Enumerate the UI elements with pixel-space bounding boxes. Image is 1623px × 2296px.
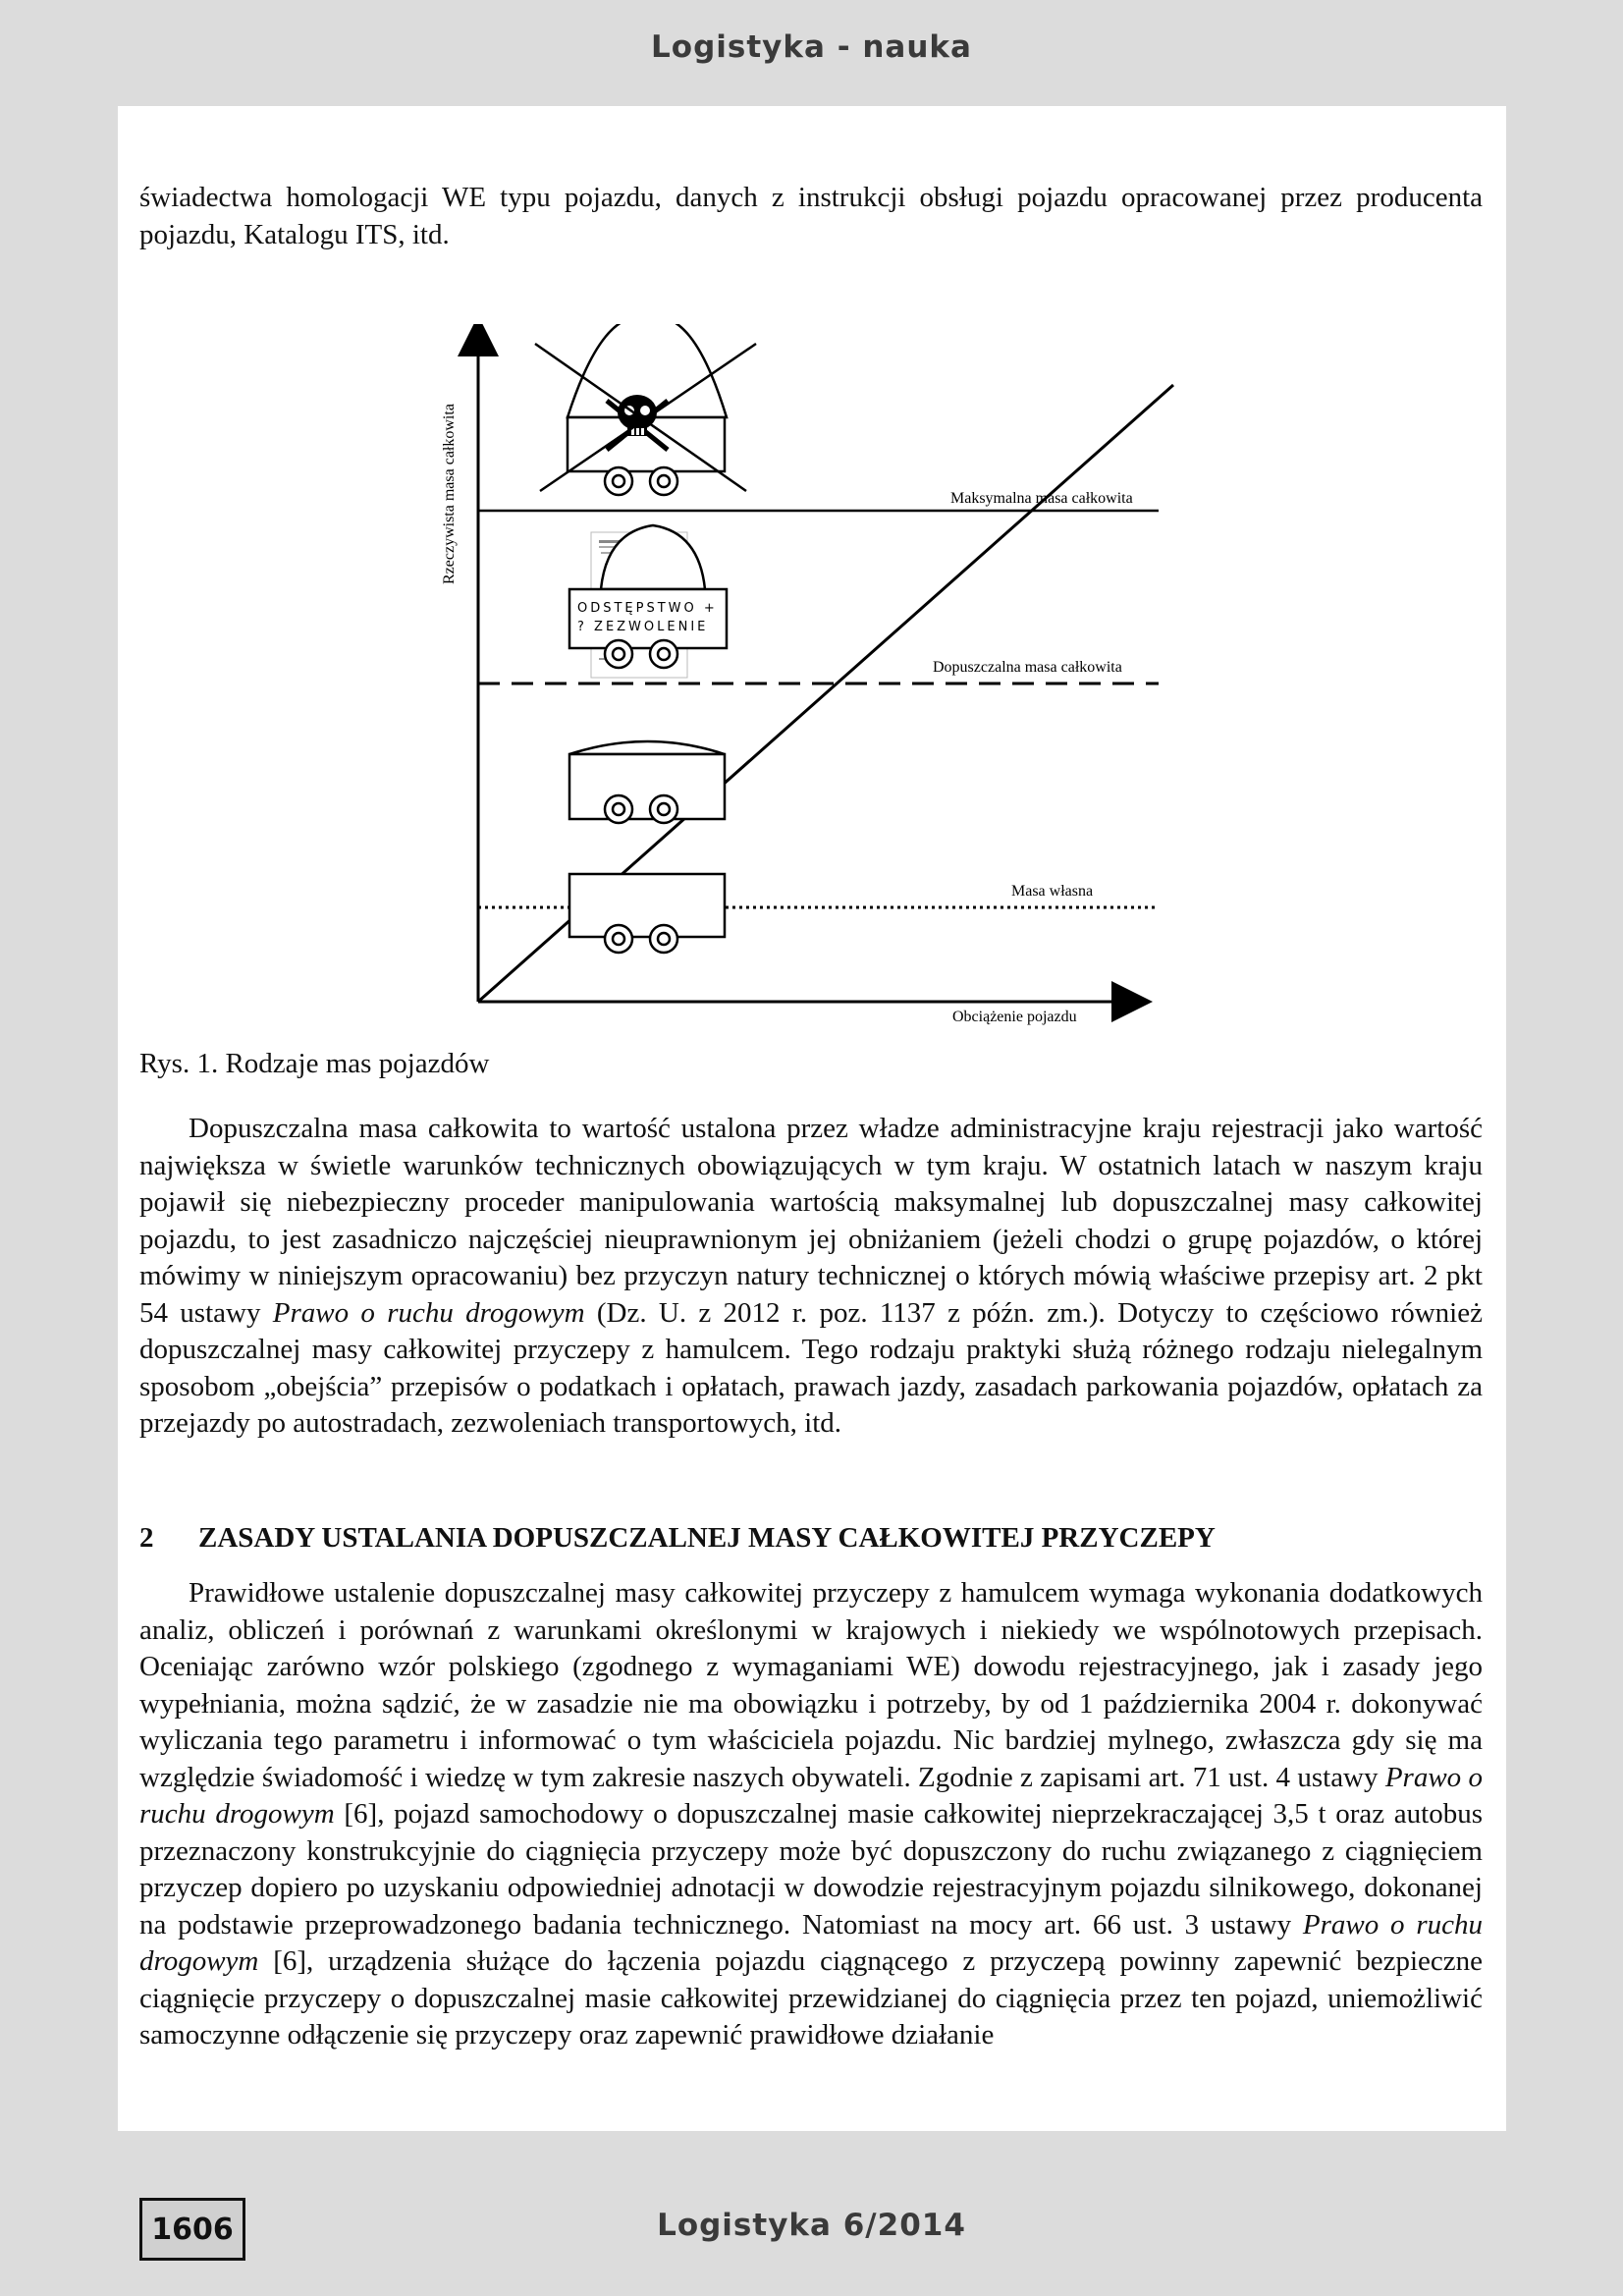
intro-paragraph: świadectwa homologacji WE typu pojazdu, danych z instrukcji obsługi pojazdu opracowanej przez producenta pojazdu, Katalogu ITS, itd. — [139, 182, 1483, 250]
journal-footer: Logistyka 6/2014 — [657, 2208, 966, 2243]
max-mass-label: Maksymalna masa całkowita — [950, 490, 1133, 507]
overloaded-vehicle — [535, 324, 756, 495]
vehicle-mass-diagram — [432, 324, 1178, 1041]
allowed-mass-label: Dopuszczalna masa całkowita — [933, 659, 1122, 676]
page-number: 1606 — [139, 2198, 245, 2261]
own-mass-label: Masa własna — [1011, 883, 1094, 900]
figure-caption: Rys. 1. Rodzaje mas pojazdów — [139, 1048, 490, 1079]
section-heading — [139, 1522, 1216, 1555]
section-number: 2 — [139, 1522, 154, 1554]
loaded-vehicle — [569, 741, 725, 823]
y-axis-label: Rzeczywista masa całkowita — [441, 404, 458, 584]
running-header: Logistyka - nauka — [651, 29, 972, 65]
body-paragraph-2: Prawidłowe ustalenie dopuszczalnej masy całkowitej przyczepy z hamulcem wymaga wykonania dodatkowych analiz, obliczeń i porównań z warunkami określonymi w krajowych i niekiedy we wspólnotowych przepisach. Oceniając zarówno wzór polskiego (zgodnego z wymaganiami WE) dowodu rejestracyjnego, jak i zasady jego wypełniania, można sądzić, że w zasadzie nie ma obowiązku i potrzeby, by od 1 października 2004 r. dokonywać wyliczania tego parametru i informować o tym właściciela pojazdu. Nic bardziej mylnego, zwłaszcza gdy się ma względzie świadomość i wiedzę w tym zakresie naszych obywateli. Zgodnie z zapisami art. 71 ust. 4 ustawy Prawo o ruchu drogowym [6], pojazd samochodowy o dopuszczalnej masie całkowitej nieprzekraczającej 3,5 t oraz autobus przeznaczony konstrukcyjnie do ciągnięcia przyczepy może być dopuszczony do ruchu związanego z ciągnięciem przyczep dopiero po uzyskaniu odpowiedniej adnotacji w dowodzie rejestracyjnym pojazdu silnikowego, dokonanej na podstawie przeprowadzonego badania technicznego. Natomiast na mocy art. 66 ust. 3 ustawy Prawo o ruchu drogowym [6], urządzenia służące do łączenia pojazdu ciągnącego z przyczepą powinny zapewnić bezpieczne ciągnięcie przyczepy o dopuszczalnej masie całkowitej przewidzianej do ciągnięcia przez ten pojazd, uniemożliwić samoczynne odłączenie się przyczepy oraz zapewnić prawidłowe działanie — [139, 1577, 1484, 2050]
empty-vehicle — [569, 874, 725, 953]
permit-text-2: ? ZEZWOLENIE — [577, 620, 709, 634]
section-title: ZASADY USTALANIA DOPUSZCZALNEJ MASY CAŁKOWITEJ PRZYCZEPY — [198, 1522, 1216, 1554]
x-axis-label: Obciążenie pojazdu — [952, 1009, 1077, 1025]
permit-text-1: ODSTĘPSTWO + — [577, 601, 718, 616]
body-paragraph-1: Dopuszczalna masa całkowita to wartość ustalona przez władze administracyjne kraju rejestracji jako wartość największa w świetle warunków technicznych obowiązujących w tym kraju. W ostatnich latach w naszym kraju pojawił się niebezpieczny proceder manipulowania wartością maksymalnej lub dopuszczalnej masy całkowitej pojazdu, to jest zasadniczo najczęściej nieuprawnionym jej obniżaniem (jeżeli chodzi o grupę pojazdów, o której mówimy w niniejszym opracowaniu) bez przyczyn natury technicznej o których mówią właściwe przepisy art. 2 pkt 54 ustawy Prawo o ruchu drogowym (Dz. U. z 2012 r. poz. 1137 z późn. zm.). Dotyczy to częściowo również dopuszczalnej masy całkowitej przyczepy z hamulcem. Tego rodzaju praktyki służą różnego rodzaju nielegalnym sposobom „obejścia” przepisów o podatkach i opłatach, prawach jazdy, zasadach parkowania pojazdów, opłatach za przejazdy po autostradach, zezwoleniach transportowych, itd. — [139, 1113, 1483, 1439]
